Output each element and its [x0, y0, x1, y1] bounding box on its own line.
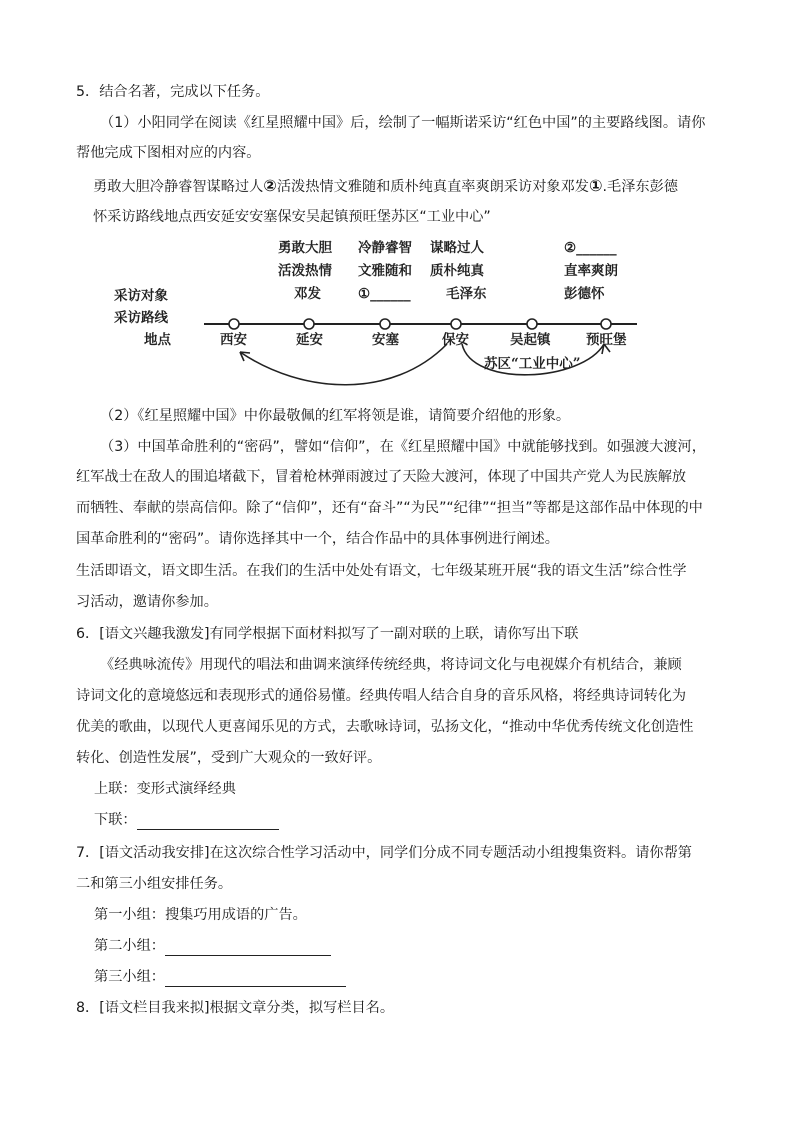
place-wuqizhen: 吴起镇 [510, 332, 551, 348]
q6-lower-label: 下联： [94, 812, 137, 828]
q6-material-line3: 优美的歌曲，以现代人更喜闻乐见的方式，去歌咏诗词，弘扬文化，“推动中华优秀传统文化创造性 [76, 719, 694, 735]
q5-part3-line2: 红军战士在敌人的围追堵截下，冒着枪林弹雨渡过了天险大渡河，体现了中国共产党人为民族解放 [76, 469, 687, 485]
ocr-text-a: 勇敢大胆冷静睿智谋略过人 [93, 179, 264, 195]
group3-line1: 谋略过人 [430, 240, 484, 256]
route-node-ansai [380, 319, 390, 329]
route-node-wuqizhen [527, 319, 537, 329]
q5-ocr-line1 [93, 176, 678, 197]
q5-ocr-line2: 怀采访路线地点西安延安安塞保安吴起镇预旺堡苏区“工业中心” [93, 209, 491, 225]
group4-line1: ②______ [564, 240, 617, 256]
q7-group1: 第一小组：搜集巧用成语的广告。 [94, 907, 307, 923]
q7-group3-label: 第三小组： [94, 969, 165, 985]
return-arrow-curve [240, 344, 447, 385]
q5-title: 5．结合名著，完成以下任务。 [76, 84, 270, 100]
ocr-text-c: .毛泽东彭德 [602, 179, 678, 195]
q6-lower-couplet [94, 810, 279, 830]
q5-part3-line1: （3）中国革命胜利的“密码”，譬如“信仰”，在《红星照耀中国》中就能够找到。如强渡大渡河， [100, 439, 706, 455]
route-node-yanan [304, 319, 314, 329]
q7-title-line1: 7．[语文活动我安排]在这次综合性学习活动中，同学们分成不同专题活动小组搜集资料。请你帮第 [76, 845, 692, 861]
place-xian: 西安 [220, 332, 247, 348]
region-label: 苏区“工业中心” [484, 356, 581, 372]
place-ansai: 安塞 [372, 332, 399, 348]
route-node-yuwangbu [601, 319, 611, 329]
q7-group2-answer-blank[interactable] [165, 939, 331, 956]
q7-group3 [94, 967, 346, 987]
group2-line2: 文雅随和 [358, 263, 412, 279]
group4-line2: 直率爽朗 [564, 263, 618, 279]
intro-line1: 生活即语文，语文即生活。在我们的生活中处处有语文，七年级某班开展“我的语文生活”综合性学 [76, 563, 687, 579]
route-node-xian [229, 319, 239, 329]
group1-line3: 邓发 [294, 286, 321, 302]
q6-material-line4: 转化、创造性发展”，受到广大观众的一致好评。 [76, 750, 382, 766]
q7-title-line2: 二和第三小组安排任务。 [76, 876, 233, 892]
route-node-baoan [451, 319, 461, 329]
q8-title: 8．[语文栏目我来拟]根据文章分类，拟写栏目名。 [76, 1000, 395, 1016]
q7-group2 [94, 936, 331, 956]
group2-line1: 冷静睿智 [358, 240, 412, 256]
group1-line2: 活泼热情 [278, 263, 332, 279]
q6-lower-answer-blank[interactable] [137, 813, 279, 830]
place-yanan: 延安 [296, 332, 323, 348]
q5-part2: （2）《红星照耀中国》中你最敬佩的红军将领是谁，请简要介绍他的形象。 [100, 408, 571, 424]
q5-part3-line3: 而牺牲、奉献的崇高信仰。除了“信仰”，还有“奋斗”“为民”“纪律”“担当”等都是这部作品中体现的中 [76, 500, 703, 516]
circled-two-mark: ② [263, 176, 277, 195]
circled-one-mark: ① [588, 176, 603, 195]
group3-line2: 质朴纯真 [430, 263, 484, 279]
q5-part1-line1: （1）小阳同学在阅读《红星照耀中国》后，绘制了一幅斯诺采访“红色中国”的主要路线图。请你 [100, 115, 706, 131]
q6-upper-couplet: 上联：变形式演绎经典 [94, 781, 236, 797]
q6-material-line2: 诗词文化的意境悠远和表现形式的通俗易懂。经典传唱人结合自身的音乐风格，将经典诗词转化为 [76, 688, 687, 704]
q7-group2-label: 第二小组： [94, 938, 165, 954]
label-place: 地点 [144, 332, 171, 348]
q6-title: 6．[语文兴趣我激发]有同学根据下面材料拟写了一副对联的上联，请你写出下联 [76, 626, 579, 642]
group4-line3: 彭德怀 [564, 286, 605, 302]
q6-material-line1: 《经典咏流传》用现代的唱法和曲调来演绎传统经典，将诗词文化与电视媒介有机结合，兼顾 [100, 657, 682, 673]
group1-line1: 勇敢大胆 [278, 240, 332, 256]
label-route: 采访路线 [114, 310, 168, 326]
q5-part1-line2: 帮他完成下图相对应的内容。 [76, 145, 261, 161]
q7-group3-answer-blank[interactable] [165, 970, 346, 987]
group3-line3: 毛泽东 [446, 286, 487, 302]
group2-line3: ①______ [358, 286, 411, 302]
place-baoan: 保安 [442, 332, 469, 348]
ocr-text-b: 活泼热情文雅随和质朴纯真直率爽朗采访对象邓发 [276, 179, 589, 195]
q5-part3-line4: 国革命胜利的“密码”。请你选择其中一个，结合作品中的具体事例进行阐述。 [76, 531, 559, 547]
intro-line2: 习活动，邀请你参加。 [76, 594, 218, 610]
place-yuwangbu: 预旺堡 [586, 332, 627, 348]
label-interviewee: 采访对象 [114, 288, 168, 304]
route-diagram [112, 232, 642, 392]
